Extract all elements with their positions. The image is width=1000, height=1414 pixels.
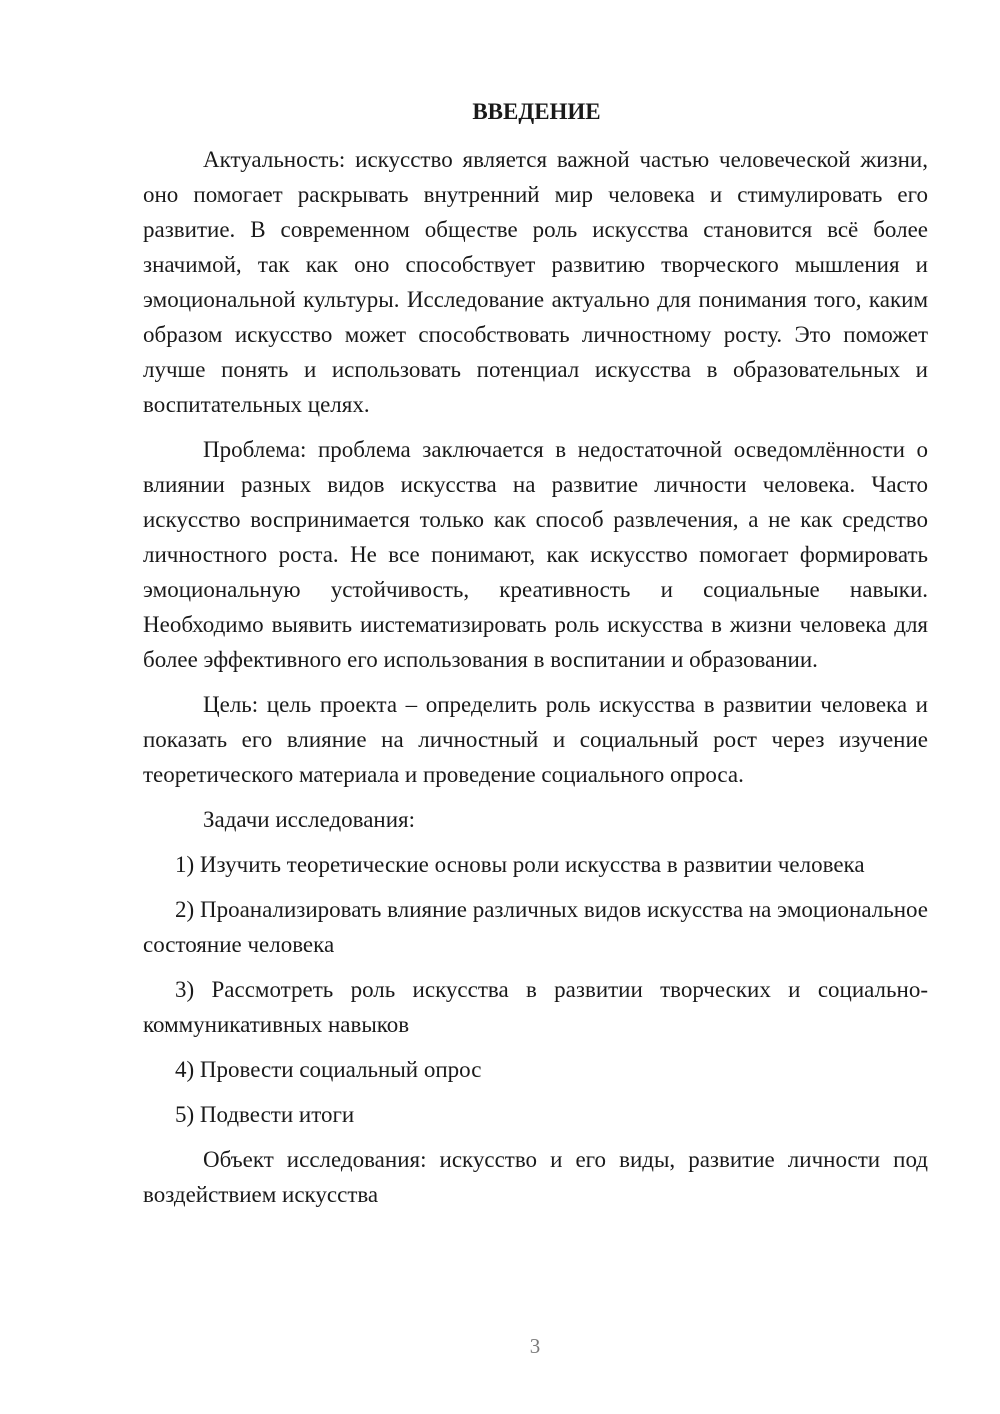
problem-paragraph: Проблема: проблема заключается в недостаточной осведомлённости о влиянии разных видов искусства на развитие личности человека. Часто искусство воспринимается только как способ развлечения, а не как средство личностного роста. Не все понимают, как искусство помогает формировать эмоциональную устойчивость, креативность и социальные навыки. Необходимо выявить иистематизировать роль искусства в жизни человека для более эффективного его использования в воспитании и образовании.	[143, 437, 928, 672]
tasks-heading: Задачи исследования:	[203, 807, 416, 832]
document-body	[143, 94, 928, 1222]
task-item: 3) Рассмотреть роль искусства в развитии творческих и социально-коммуникативных навыков	[143, 977, 928, 1037]
relevance-paragraph: Актуальность: искусство является важной частью человеческой жизни, оно помогает раскрывать внутренний мир человека и стимулировать его развитие. В современном обществе роль искусства становится всё более значимой, так как оно способствует развитию творческого мышления и эмоциональной культуры. Исследование актуально для понимания того, каким образом искусство может способствовать личностному росту. Это поможет лучше понять и использовать потенциал искусства в образовательных и воспитательных целях.	[143, 147, 928, 417]
tasks-list	[143, 847, 928, 1132]
task-item: 4) Провести социальный опрос	[175, 1057, 482, 1082]
task-item: 1) Изучить теоретические основы роли искусства в развитии человека	[175, 852, 865, 877]
page-number: 3	[529, 1334, 541, 1358]
task-item: 5) Подвести итоги	[175, 1102, 355, 1127]
section-title: ВВЕДЕНИЕ	[472, 99, 601, 124]
goal-paragraph: Цель: цель проекта – определить роль искусства в развитии человека и показать его влияние на личностный и социальный рост через изучение теоретического материала и проведение социального опроса.	[143, 692, 928, 787]
object-paragraph: Объект исследования: искусство и его виды, развитие личности под воздействием искусства	[143, 1147, 928, 1207]
task-item: 2) Проанализировать влияние различных видов искусства на эмоциональное состояние человека	[143, 897, 928, 957]
